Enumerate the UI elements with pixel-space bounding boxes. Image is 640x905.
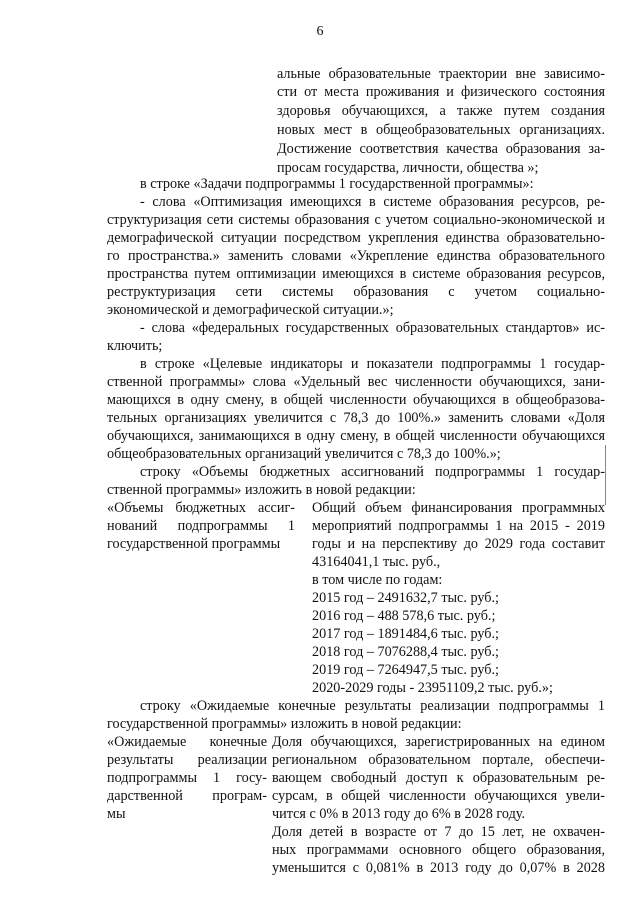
text-line: 43164041,1 тыс. руб., [312,554,441,570]
text-line: строку «Объемы бюджетных ассигнований подпрограммы 1 государ- [140,464,605,480]
text-line: результаты реализации [107,752,267,768]
text-line: «Ожидаемые конечные [107,734,267,750]
text-line: региональном образовательном портале, обеспечи- [272,752,605,768]
text-line: пространства путем оптимизации имеющихся в системе образования ресурсов, [107,266,605,282]
text-line: государственной программы [107,536,281,552]
text-line: здоровья обучающихся, а также путем создания [277,103,605,119]
text-line: государственной программы» изложить в новой редакции: [107,716,462,732]
text-line: сти от места проживания и физического состояния [277,84,605,100]
text-line: 2019 год – 7264947,5 тыс. руб.; [312,662,499,678]
text-line: дарственной програм- [107,788,267,804]
text-line: «Объемы бюджетных ассиг- [107,500,295,516]
text-line: - слова «федеральных государственных образовательных стандартов» ис- [140,320,605,336]
text-line: обучающихся, занимающихся в одну смену, в общей численности обучающихся [107,428,605,444]
text-line: в строке «Целевые индикаторы и показатели подпрограммы 1 государ- [140,356,605,372]
text-line: общеобразовательных организаций увеличится с 78,3 до 100%.»; [107,446,501,462]
text-line: чится с 0% в 2013 году до 6% в 2028 году. [272,806,526,822]
text-line: строку «Ожидаемые конечные результаты реализации подпрограммы 1 [140,698,605,714]
text-line: го пространства.» заменить словами «Укрепление единства образовательного [107,248,605,264]
text-line: мероприятий подпрограммы 1 на 2015 - 2019 [312,518,605,534]
text-line: уменьшится с 0,081% в 2013 году до 0,07% в 2028 [272,860,605,876]
text-line: альные образовательные траектории вне зависимо- [277,66,605,82]
text-line: тельных организациях увеличится с 78,3 до 100%.» заменить словами «Доля [107,410,605,426]
text-line: реструктуризация сети системы образования с учетом социально- [107,284,605,300]
text-line: годы и на перспективу до 2029 года составит [312,536,605,552]
text-line: структуризация сети системы образования с учетом социально-экономической и [107,212,605,228]
text-line: ственной программы» изложить в новой редакции: [107,482,416,498]
text-line: сурсам, в общей численности обучающихся увели- [272,788,605,804]
text-line: в том числе по годам: [312,572,443,588]
text-line: подпрограммы 1 госу- [107,770,267,786]
text-line: - слова «Оптимизация имеющихся в системе образования ресурсов, ре- [140,194,605,210]
text-line: демографической ситуации посредством укрепления единства образовательно- [107,230,605,246]
text-line: в строке «Задачи подпрограммы 1 государственной программы»: [140,176,534,192]
text-line: Доля обучающихся, зарегистрированных на едином [272,734,605,750]
text-line: 2018 год – 7076288,4 тыс. руб.; [312,644,499,660]
text-line: Общий объем финансирования программных [312,500,605,516]
text-line: мы [107,806,126,822]
text-line: 2015 год – 2491632,7 тыс. руб.; [312,590,499,606]
text-line: мающихся в одну смену, в общей численности обучающихся в общеобразова- [107,392,605,408]
text-line: 2016 год – 488 578,6 тыс. руб.; [312,608,496,624]
text-line: ных программами основного общего образования, [272,842,605,858]
text-line: 2020-2029 годы - 23951109,2 тыс. руб.»; [312,680,553,696]
text-line: ственной программы» слова «Удельный вес численности обучающихся, зани- [107,374,605,390]
text-line: Доля детей в возрасте от 7 до 15 лет, не охвачен- [272,824,605,840]
text-line: нований подпрограммы 1 [107,518,295,534]
text-line: просам государства, личности, общества »; [277,160,539,176]
text-line: Достижение соответствия качества образования за- [277,141,605,157]
text-line: экономической и демографической ситуации.»; [107,302,394,318]
text-line: 2017 год – 1891484,6 тыс. руб.; [312,626,499,642]
text-line: ключить; [107,338,163,354]
text-line: вающем свободный доступ к образовательным ре- [272,770,605,786]
page-number: 6 [316,24,324,39]
margin-bar [605,445,606,505]
text-line: новых мест в общеобразовательных организациях. [277,122,605,138]
